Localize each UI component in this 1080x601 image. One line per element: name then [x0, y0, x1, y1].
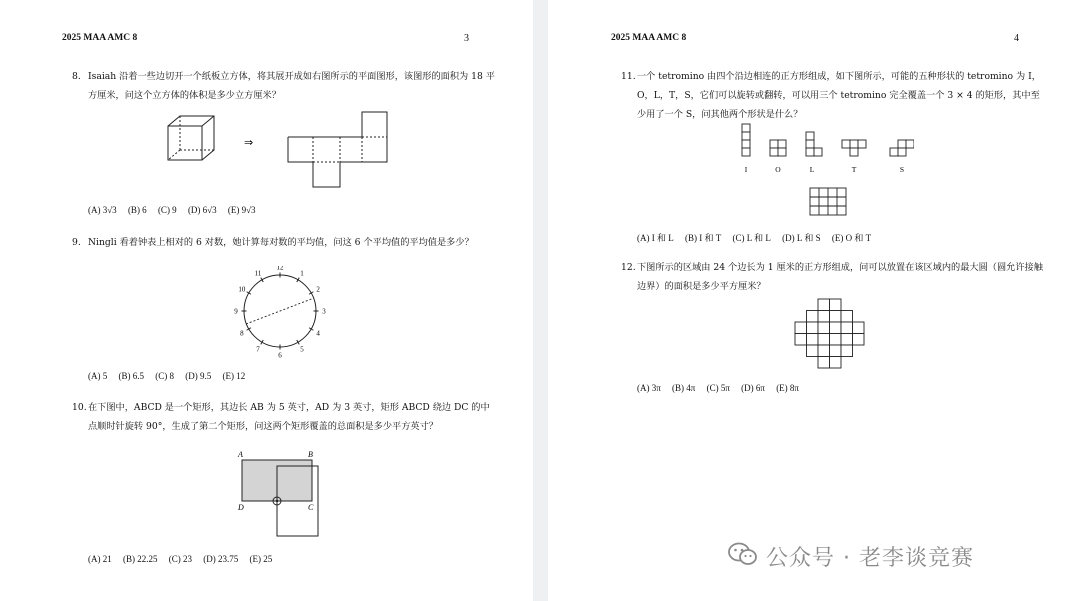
page-header: 2025 MAA AMC 8 [62, 33, 138, 43]
clock-number: 1 [300, 269, 304, 278]
unit-square [807, 322, 819, 334]
cube-net-figure [160, 108, 400, 192]
unit-square [818, 345, 830, 357]
dashed-chord [246, 298, 314, 324]
unit-square [830, 322, 842, 334]
choice-e: (E) 9√3 [227, 205, 256, 215]
label-i: I [744, 165, 748, 174]
rectangle-rotation-figure [234, 448, 330, 540]
question-10 [72, 398, 498, 436]
clock-number: 10 [238, 285, 246, 294]
unit-square [795, 334, 807, 346]
clock-number: 7 [256, 345, 260, 354]
choice-a: (A) 5 [88, 371, 108, 381]
page-header: 2025 MAA AMC 8 [611, 33, 687, 43]
label-l: L [809, 165, 815, 174]
choice-d: (D) 6√3 [187, 205, 217, 215]
choice-a: (A) I 和 L [637, 233, 674, 243]
unit-square [830, 345, 842, 357]
clock-number: 8 [240, 329, 244, 338]
answer-choices [637, 383, 808, 393]
arrow-symbol: ⇒ [244, 137, 254, 149]
choice-c: (C) 8 [155, 371, 174, 381]
unit-square [807, 345, 819, 357]
unit-square [841, 322, 853, 334]
unit-square [818, 322, 830, 334]
choice-d: (D) 9.5 [185, 371, 212, 381]
choice-a: (A) 3π [637, 383, 661, 393]
choice-d: (D) 6π [741, 383, 765, 393]
answer-choices [88, 205, 265, 215]
choice-c: (C) 23 [168, 554, 192, 564]
answer-choices [88, 554, 281, 564]
label-t: T [851, 165, 857, 174]
unit-square [853, 334, 865, 346]
question-number: 11. [621, 71, 636, 82]
choice-b: (B) 22.25 [123, 554, 158, 564]
label-c: C [308, 503, 314, 512]
tetromino-i [742, 124, 750, 156]
choice-e: (E) 12 [222, 371, 246, 381]
clock-number: 2 [316, 285, 320, 294]
tetromino-t [842, 140, 866, 156]
question-text: 一个 tetromino 由四个沿边相连的正方形组成，如下图所示，可能的五种形状的 tetromino 为 I，O，L，T，S，它们可以旋转或翻转，可以用三个 tetromino 完全覆盖一个 3 × 4 的矩形，其中至少用了一个 S，问其他两个形状是什么？ [637, 71, 1041, 120]
question-number: 9. [72, 237, 81, 248]
choice-e: (E) 8π [776, 383, 799, 393]
choice-d: (D) L 和 S [782, 233, 821, 243]
choice-b: (B) 6.5 [118, 371, 144, 381]
tetromino-l [806, 132, 822, 156]
unit-square [853, 322, 865, 334]
page-number: 4 [1014, 33, 1019, 44]
clock-number: 11 [254, 269, 262, 278]
label-a: A [238, 450, 243, 459]
unit-square [818, 299, 830, 311]
unit-square [841, 311, 853, 323]
label-s: S [899, 165, 905, 174]
unit-square [841, 334, 853, 346]
question-12 [621, 258, 1047, 296]
question-number: 12. [621, 262, 636, 273]
cube-drawing [168, 116, 214, 160]
page-gap [533, 0, 548, 601]
three-by-four-grid [810, 188, 846, 215]
unit-square [807, 311, 819, 323]
watermark-text: 公众号 · 老李谈竞赛 [766, 546, 974, 571]
clock-number: 9 [234, 307, 238, 316]
choice-e: (E) O 和 T [831, 233, 872, 243]
unit-square [807, 334, 819, 346]
choice-e: (E) 25 [249, 554, 273, 564]
right-page [548, 0, 1080, 601]
question-text: Isaiah 沿着一些边切开一个纸板立方体，将其展开成如右图所示的平面图形，该图形的面积为 18 平方厘米，问这个立方体的体积是多少立方厘米？ [88, 71, 495, 101]
unit-square [818, 311, 830, 323]
choice-c: (C) 5π [706, 383, 730, 393]
left-page [0, 0, 533, 601]
question-11 [621, 67, 1047, 124]
question-number: 10. [72, 402, 87, 413]
unit-square [795, 322, 807, 334]
tetromino-o [770, 140, 786, 156]
question-text: Ningli 看着钟表上相对的 6 对数，她计算每对数的平均值，问这 6 个平均值的平均值是多少？ [88, 237, 474, 248]
clock-number: 6 [278, 351, 282, 358]
label-b: B [308, 450, 313, 459]
question-text: 下图所示的区域由 24 个边长为 1 厘米的正方形组成，问可以放置在该区域内的最大圆（圆允许接触边界）的面积是多少平方厘米？ [637, 262, 1043, 292]
unit-square [818, 334, 830, 346]
unit-square [830, 299, 842, 311]
rotation-center-dot [276, 500, 278, 502]
net-drawing [288, 112, 387, 187]
unit-square [830, 334, 842, 346]
tetromino-s [890, 140, 914, 156]
answer-choices [637, 231, 880, 244]
clock-number: 5 [300, 345, 304, 354]
choice-b: (B) 6 [127, 205, 147, 215]
choice-b: (B) I 和 T [685, 233, 722, 243]
page-number: 3 [464, 33, 469, 44]
unit-square [818, 357, 830, 369]
tetromino-figure [734, 122, 914, 218]
clock-number: 4 [316, 329, 320, 338]
question-8 [72, 67, 498, 105]
choice-a: (A) 21 [88, 554, 112, 564]
unit-square [830, 357, 842, 369]
choice-d: (D) 23.75 [203, 554, 239, 564]
clock-number: 12 [276, 266, 284, 272]
choice-c: (C) L 和 L [732, 233, 771, 243]
answer-choices [88, 371, 254, 381]
wechat-icon [728, 541, 758, 567]
choice-b: (B) 4π [672, 383, 696, 393]
label-d: D [238, 503, 244, 512]
region-grid-figure [792, 298, 868, 370]
question-number: 8. [72, 71, 81, 82]
unit-square [830, 311, 842, 323]
choice-a: (A) 3√3 [88, 205, 117, 215]
clock-number: 3 [322, 307, 326, 316]
unit-square [841, 345, 853, 357]
question-text: 在下图中，ABCD 是一个矩形，其边长 AB 为 5 英寸，AD 为 3 英寸，矩形 ABCD 绕边 DC 的中点顺时针旋转 90°，生成了第二个矩形，问这两个矩形覆盖的总面积是多少平方英寸？ [88, 402, 490, 432]
question-9 [72, 233, 498, 252]
choice-c: (C) 9 [157, 205, 177, 215]
clock-figure [232, 266, 328, 358]
label-o: O [775, 165, 781, 174]
